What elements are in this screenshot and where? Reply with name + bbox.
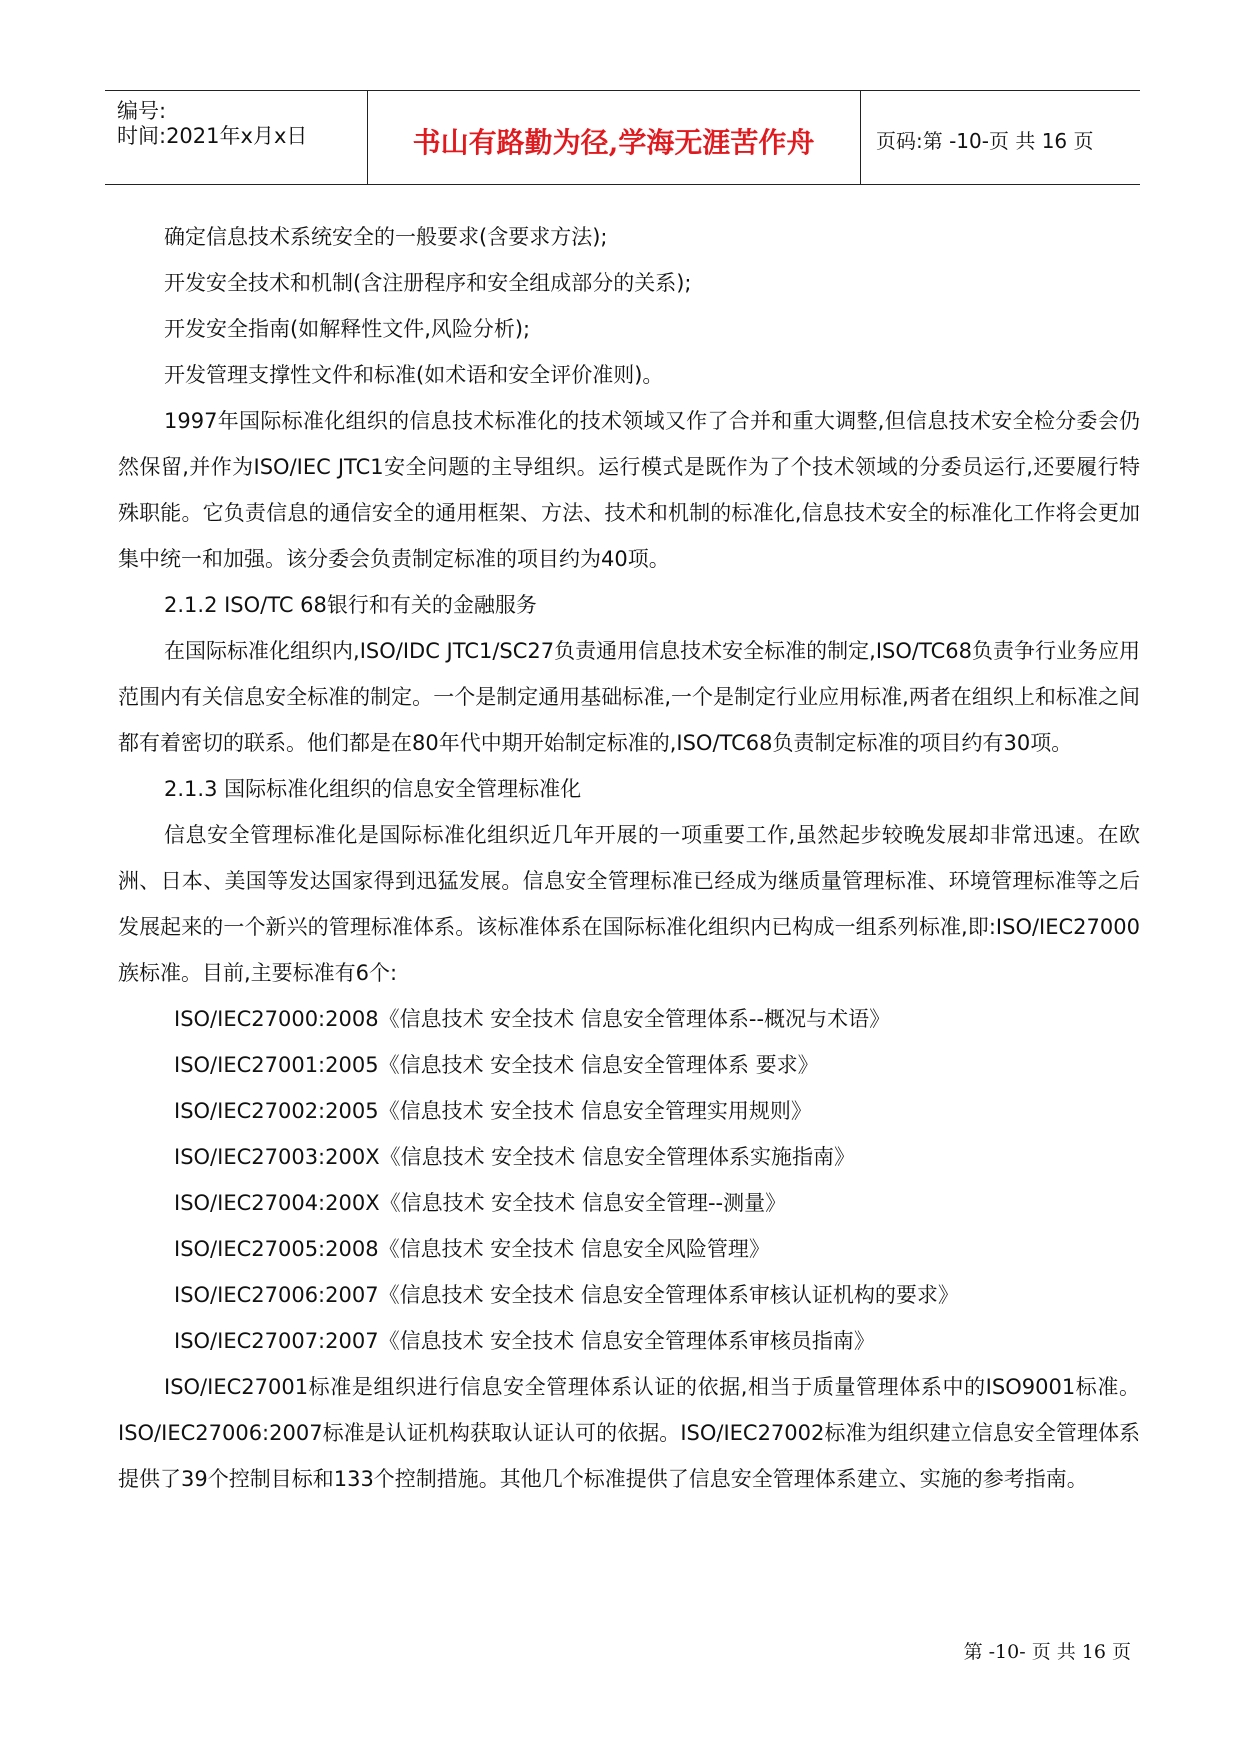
paragraph: 在国际标准化组织内,ISO/IDC JTC1/SC27负责通用信息技术安全标准的制定,ISO/TC68负责争行业务应用范围内有关信息安全标准的制定。一个是制定通用基础标准,一个是制定行业应用标准,两者在组织上和标准之间都有着密切的联系。他们都是在80年代中期开始制定标准的,ISO/TC68负责制定标准的项目约有30项。 [118,639,1140,755]
paragraph: 信息安全管理标准化是国际标准化组织近几年开展的一项重要工作,虽然起步较晚发展却非常迅速。在欧洲、日本、美国等发达国家得到迅猛发展。信息安全管理标准已经成为继质量管理标准、环境管理标准等之后发展起来的一个新兴的管理标准体系。该标准体系在国际标准化组织内已构成一组系列标准,即:ISO/IEC27000族标准。目前,主要标准有6个: [118,823,1140,985]
page-footer: 第 -10- 页 共 16 页 [963,1641,1131,1663]
standard-item: ISO/IEC27004:200X《信息技术 安全技术 信息安全管理--测量》 [174,1191,787,1215]
section-heading: 2.1.2 ISO/TC 68银行和有关的金融服务 [164,593,537,617]
paragraph: 开发安全技术和机制(含注册程序和安全组成部分的关系); [164,271,692,295]
page-header [105,90,1140,185]
section-heading: 2.1.3 国际标准化组织的信息安全管理标准化 [164,777,582,801]
document-time-label: 时间:2021年x月x日 [117,124,308,148]
header-info-cell [105,91,368,184]
header-page-code: 页码:第 -10-页 共 16 页 [876,129,1094,153]
closing-paragraph: ISO/IEC27001标准是组织进行信息安全管理体系认证的依据,相当于质量管理体系中的ISO9001标准。ISO/IEC27006:2007标准是认证机构获取认证认可的依据。ISO/IEC27002标准为组织建立信息安全管理体系提供了39个控制目标和133个控制措施。其他几个标准提供了信息安全管理体系建立、实施的参考指南。 [118,1375,1140,1491]
standard-item: ISO/IEC27000:2008《信息技术 安全技术 信息安全管理体系--概况与术语》 [174,1007,891,1031]
standard-item: ISO/IEC27005:2008《信息技术 安全技术 信息安全风险管理》 [174,1237,770,1261]
document-body [118,214,1140,1502]
paragraph: 确定信息技术系统安全的一般要求(含要求方法); [164,225,608,249]
standard-item: ISO/IEC27007:2007《信息技术 安全技术 信息安全管理体系审核员指南》 [174,1329,875,1353]
standard-item: ISO/IEC27003:200X《信息技术 安全技术 信息安全管理体系实施指南》 [174,1145,855,1169]
header-page-cell [860,91,1140,184]
document-number-label: 编号: [117,99,167,123]
paragraph: 开发安全指南(如解释性文件,风险分析); [164,317,531,341]
standard-item: ISO/IEC27001:2005《信息技术 安全技术 信息安全管理体系 要求》 [174,1053,819,1077]
paragraph: 开发管理支撑性文件和标准(如术语和安全评价准则)。 [164,363,664,387]
standard-item: ISO/IEC27002:2005《信息技术 安全技术 信息安全管理实用规则》 [174,1099,812,1123]
standards-list [118,996,1140,1364]
header-motto-cell [367,91,861,184]
paragraph: 1997年国际标准化组织的信息技术标准化的技术领域又作了合并和重大调整,但信息技术安全检分委会仍然保留,并作为ISO/IEC JTC1安全问题的主导组织。运行模式是既作为了个技术领域的分委员运行,还要履行特殊职能。它负责信息的通信安全的通用框架、方法、技术和机制的标准化,信息技术安全的标准化工作将会更加集中统一和加强。该分委会负责制定标准的项目约为40项。 [118,409,1140,571]
standard-item: ISO/IEC27006:2007《信息技术 安全技术 信息安全管理体系审核认证机构的要求》 [174,1283,959,1307]
header-motto: 书山有路勤为径,学海无涯苦作舟 [412,126,815,159]
